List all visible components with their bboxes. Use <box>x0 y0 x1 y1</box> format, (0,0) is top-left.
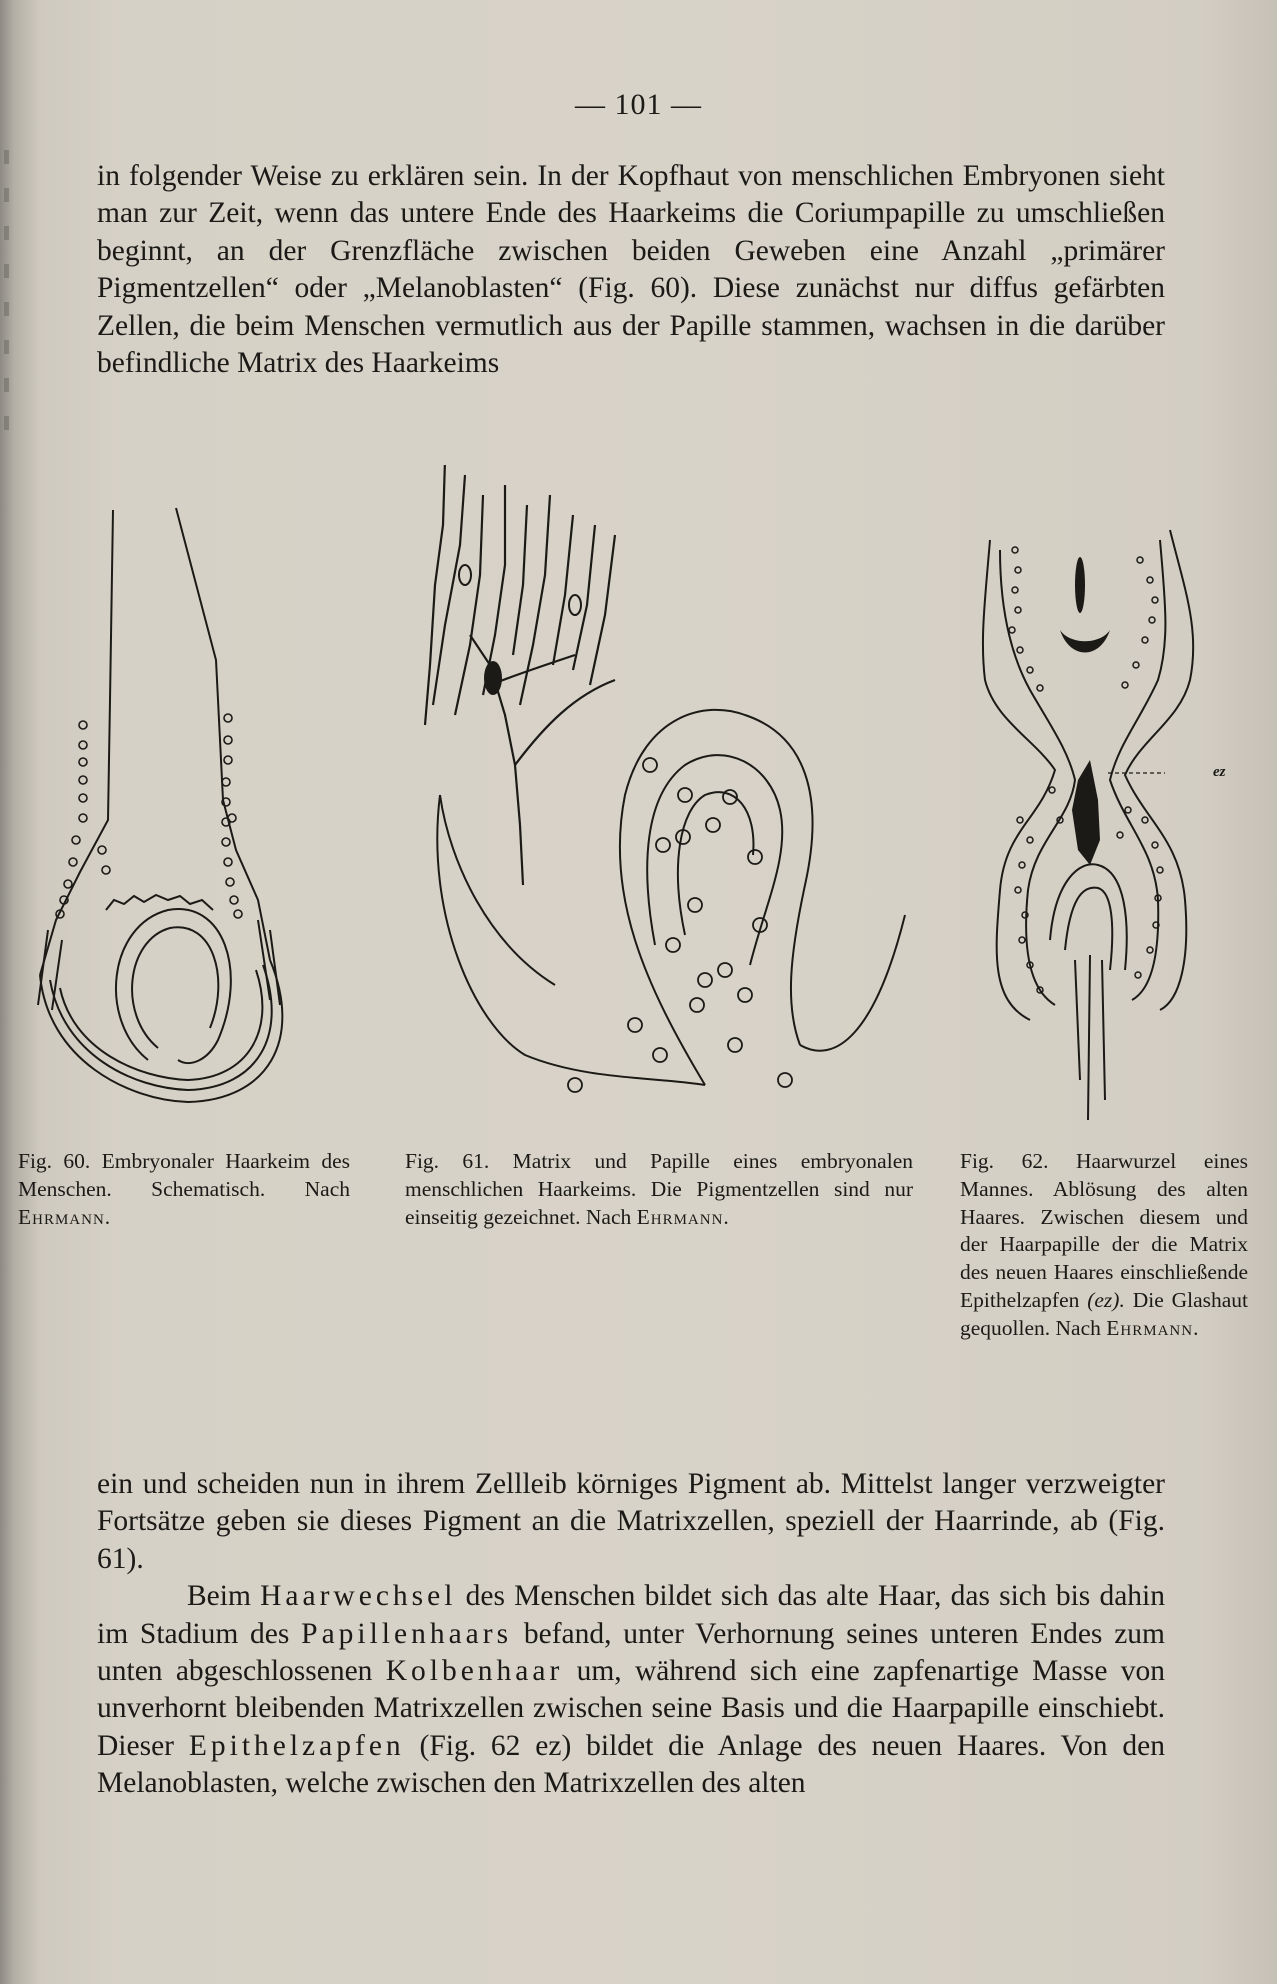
figure-61-caption-text: Fig. 61. Matrix und Papille eines embryonalen menschlichen Haarkeims. Die Pigmentzellen sind nur einseitig gezeichnet. Nach <box>405 1149 913 1229</box>
figure-60-caption-author: Ehrmann. <box>18 1204 112 1229</box>
para3-text-3: befand, unter Verhornung seines unteren Endes zum unten abgeschlossenen <box>97 1617 1165 1688</box>
figure-62-drawing <box>960 520 1230 1135</box>
para3-term-haarwechsel: Haarwechsel <box>260 1580 457 1613</box>
figure-62-ez-label: ez <box>1213 764 1226 780</box>
paragraph-haarwechsel <box>97 1578 1165 1802</box>
figure-62-caption-end: Die Glashaut gequollen. Nach <box>960 1287 1248 1340</box>
para3-text-2: des Menschen bildet sich das alte Haar, das sich bis dahin im Stadium des <box>97 1580 1165 1650</box>
para3-text-5: (Fig. 62 ez) bildet die Anlage des neuen Haares. Von den Melanoblasten, welche zwischen den Matrixzellen des alten <box>97 1729 1165 1800</box>
para3-term-papillenhaars: Papillenhaars <box>301 1617 513 1650</box>
figure-61-drawing <box>405 465 925 1135</box>
figure-60-caption-text: Fig. 60. Embryonaler Haarkeim des Menschen. Schematisch. Nach <box>18 1149 350 1201</box>
binding-gutter-shadow <box>0 150 14 510</box>
intro-paragraph-text: in folgender Weise zu erklären sein. In der Kopfhaut von menschlichen Embryonen sieht man zur Zeit, wenn das untere Ende des Haarkeims die Coriumpapille zu umschließen beginnt, an der Grenzfläche zwischen beiden Geweben eine Anzahl „primärer Pigmentzellen“ oder „Melanoblasten“ (Fig. 60). Diese zunächst nur diffus gefärbten Zellen, die beim Menschen vermutlich aus der Papille stammen, wachsen in die darüber befindliche Matrix des Haarkeims <box>97 160 1165 380</box>
page-number: — 101 — <box>575 88 702 121</box>
figure-62-caption <box>960 1148 1248 1343</box>
para3-term-epithelzapfen: Epithelzapfen <box>188 1729 405 1762</box>
para3-term-kolbenhaar: Kolbenhaar <box>385 1655 564 1688</box>
figure-61-caption <box>405 1148 913 1231</box>
figure-62-caption-ez: (ez). <box>1087 1287 1125 1312</box>
figure-62-caption-text: Fig. 62. Haarwurzel eines Mannes. Ablösung des alten Haares. Zwischen diesem und der Haarpapille der die Matrix des neuen Haares einschließende Epithelzapfen <box>960 1149 1248 1312</box>
figure-61-caption-author: Ehrmann. <box>636 1204 730 1229</box>
paragraph-pigment: ein und scheiden nun in ihrem Zellleib körniges Pigment ab. Mittelst langer verzweigter Fortsätze geben sie dieses Pigment an die Matrixzellen, speziell der Haarrinde, ab (Fig. 61). <box>97 1468 1165 1575</box>
continuation-text <box>97 1466 1165 1803</box>
figure-60-caption <box>18 1148 350 1231</box>
para3-text-1: Beim <box>187 1580 261 1613</box>
figure-62-caption-author: Ehrmann. <box>1106 1315 1200 1340</box>
para3-text-4: um, während sich eine zapfenartige Masse von unverhornt bleibenden Matrixzellen zwischen seine Basis und die Haarpapille einschiebt. Dieser <box>97 1655 1165 1762</box>
figure-60-drawing <box>18 500 348 1140</box>
intro-paragraph <box>97 158 1165 382</box>
